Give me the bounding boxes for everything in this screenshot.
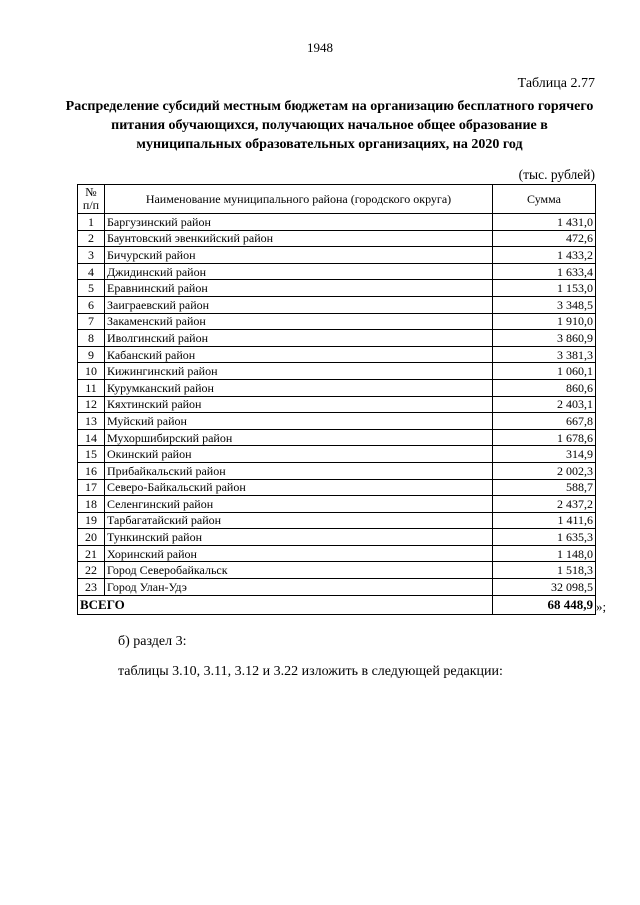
row-number: 12: [78, 396, 105, 413]
table-row: [78, 280, 596, 297]
table-header-row: [78, 185, 596, 214]
row-sum: 860,6: [493, 379, 596, 396]
table-row: [78, 230, 596, 247]
row-number: 6: [78, 296, 105, 313]
row-district-name: Хоринский район: [105, 545, 493, 562]
header-sum: Сумма: [493, 185, 596, 214]
table-row: [78, 263, 596, 280]
closing-quote-mark: »;: [596, 599, 607, 614]
paragraph-instruction: таблицы 3.10, 3.11, 3.12 и 3.22 изложить в следующей редакции:: [118, 664, 503, 679]
row-number: 3: [78, 247, 105, 264]
row-district-name: Селенгинский район: [105, 496, 493, 513]
table-row: [78, 479, 596, 496]
row-number: 10: [78, 363, 105, 380]
row-district-name: Северо-Байкальский район: [105, 479, 493, 496]
header-num: № п/п: [78, 185, 105, 214]
table-row: [78, 413, 596, 430]
row-district-name: Прибайкальский район: [105, 462, 493, 479]
row-sum: 1 635,3: [493, 529, 596, 546]
row-number: 16: [78, 462, 105, 479]
row-number: 4: [78, 263, 105, 280]
row-number: 13: [78, 413, 105, 430]
table-row: [78, 396, 596, 413]
row-sum: 472,6: [493, 230, 596, 247]
table-title: Распределение субсидий местным бюджетам на организацию бесплатного горячего питания обучающихся, получающих начальное общее образование в муниципальных образовательных организациях, на 2020 год: [65, 99, 594, 152]
table-row: [78, 496, 596, 513]
header-name: Наименование муниципального района (городского округа): [105, 185, 493, 214]
row-number: 17: [78, 479, 105, 496]
row-number: 20: [78, 529, 105, 546]
total-row: [78, 595, 596, 614]
row-district-name: Тункинский район: [105, 529, 493, 546]
row-district-name: Бичурский район: [105, 247, 493, 264]
row-sum: 3 348,5: [493, 296, 596, 313]
row-number: 7: [78, 313, 105, 330]
row-number: 15: [78, 446, 105, 463]
row-number: 5: [78, 280, 105, 297]
row-number: 19: [78, 512, 105, 529]
row-sum: 1 678,6: [493, 429, 596, 446]
row-district-name: Муйский район: [105, 413, 493, 430]
table-row: [78, 579, 596, 596]
row-sum: 1 411,6: [493, 512, 596, 529]
row-district-name: Закаменский район: [105, 313, 493, 330]
row-sum: 314,9: [493, 446, 596, 463]
row-sum: 1 153,0: [493, 280, 596, 297]
table-row: [78, 346, 596, 363]
row-sum: 2 437,2: [493, 496, 596, 513]
table-row: [78, 545, 596, 562]
table-row: [78, 313, 596, 330]
row-district-name: Город Улан-Удэ: [105, 579, 493, 596]
row-district-name: Джидинский район: [105, 263, 493, 280]
table-row: [78, 512, 596, 529]
row-number: 22: [78, 562, 105, 579]
table-row: [78, 429, 596, 446]
row-number: 11: [78, 379, 105, 396]
row-district-name: Мухоршибирский район: [105, 429, 493, 446]
row-sum: 1 431,0: [493, 214, 596, 231]
row-sum: 588,7: [493, 479, 596, 496]
row-district-name: Иволгинский район: [105, 330, 493, 347]
table-row: [78, 529, 596, 546]
row-number: 23: [78, 579, 105, 596]
row-district-name: Город Северобайкальск: [105, 562, 493, 579]
row-sum: 1 148,0: [493, 545, 596, 562]
row-number: 8: [78, 330, 105, 347]
paragraph-section: б) раздел 3:: [118, 634, 187, 649]
row-number: 9: [78, 346, 105, 363]
row-district-name: Тарбагатайский район: [105, 512, 493, 529]
table-row: [78, 330, 596, 347]
page-number: 1948: [307, 40, 333, 55]
table-row: [78, 446, 596, 463]
row-district-name: Окинский район: [105, 446, 493, 463]
row-district-name: Курумканский район: [105, 379, 493, 396]
row-sum: 32 098,5: [493, 579, 596, 596]
row-sum: 1 633,4: [493, 263, 596, 280]
row-number: 14: [78, 429, 105, 446]
table-row: [78, 562, 596, 579]
row-sum: 3 860,9: [493, 330, 596, 347]
table-row: [78, 363, 596, 380]
row-district-name: Кяхтинский район: [105, 396, 493, 413]
table-row: [78, 296, 596, 313]
table-row: [78, 214, 596, 231]
row-sum: 2 403,1: [493, 396, 596, 413]
row-sum: 667,8: [493, 413, 596, 430]
row-number: 21: [78, 545, 105, 562]
row-district-name: Кабанский район: [105, 346, 493, 363]
table-row: [78, 379, 596, 396]
row-district-name: Еравнинский район: [105, 280, 493, 297]
row-sum: 1 433,2: [493, 247, 596, 264]
table-row: [78, 247, 596, 264]
row-sum: 2 002,3: [493, 462, 596, 479]
row-sum: 1 060,1: [493, 363, 596, 380]
row-sum: 1 910,0: [493, 313, 596, 330]
total-sum: 68 448,9: [493, 595, 596, 614]
row-sum: 3 381,3: [493, 346, 596, 363]
row-number: 2: [78, 230, 105, 247]
row-number: 1: [78, 214, 105, 231]
subsidy-table: [77, 184, 596, 615]
table-row: [78, 462, 596, 479]
row-district-name: Кижингинский район: [105, 363, 493, 380]
row-district-name: Заиграевский район: [105, 296, 493, 313]
table-caption: Таблица 2.77: [517, 76, 595, 91]
row-number: 18: [78, 496, 105, 513]
row-sum: 1 518,3: [493, 562, 596, 579]
units-label: (тыс. рублей): [518, 167, 595, 182]
total-label: ВСЕГО: [78, 595, 493, 614]
row-district-name: Баргузинский район: [105, 214, 493, 231]
row-district-name: Баунтовский эвенкийский район: [105, 230, 493, 247]
